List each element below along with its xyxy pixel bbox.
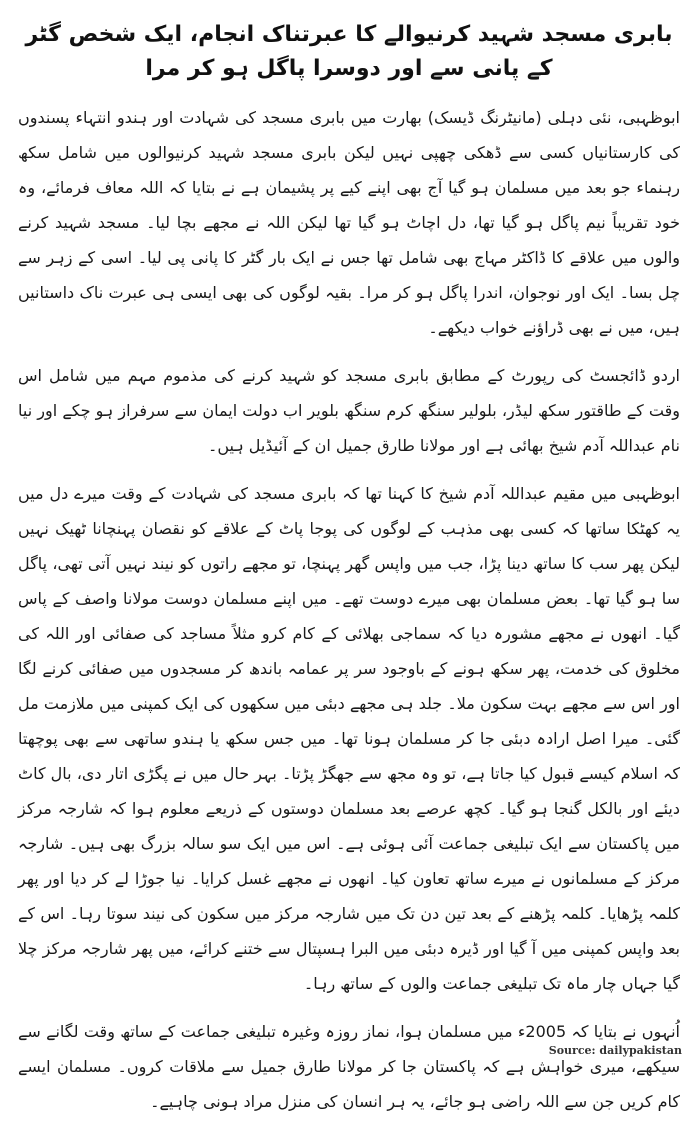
source-credit: Source: dailypakistan [548,1044,682,1057]
article-paragraph-3: ابوظہبی میں مقیم عبداللہ آدم شیخ کا کہنا تھا کہ بابری مسجد کی شہادت کے وقت میرے دل میں یہ کھٹکا ساتھا کہ کسی بھی مذہب کے لوگوں کی پوجا پاٹ کے علاقے کو نقصان پہنچانا ٹھیک نہیں لیکن پھر سب کا ساتھ دینا پڑا، جب میں واپس گھر پہنچا، تو مجھے راتوں کو نیند نہیں آتی تھی، پاگل سا ہو گیا تھا۔ بعض مسلمان بھی میرے دوست تھے۔ میں اپنے مسلمان دوست مولانا واصف کے پاس گیا۔ انھوں نے مجھے مشورہ دیا کہ سماجی بھلائی کے کام کرو مثلاً مساجد کی صفائی اور اللہ کی مخلوق کی خدمت، پھر سکھ ہونے کے باوجود سر پر عمامہ باندھ کر مسجدوں میں صفائی کرنے لگا اور اس سے مجھے بہت سکون ملا۔ جلد ہی مجھے دبئی میں سکھوں کی ایک کمپنی میں ملازمت مل گئی۔ میرا اصل ارادہ دبئی جا کر مسلمان ہونا تھا۔ میں جس سکھ یا ہندو ساتھی سے بھی پوچھتا کہ اسلام کیسے قبول کیا جاتا ہے، تو وہ مجھ سے جھگڑ پڑتا۔ بہر حال میں نے پگڑی اتار دی، بال کاٹ دیئے اور بالکل گنجا ہو گیا۔ کچھ عرصے بعد مسلمان دوستوں کے ذریعے معلوم ہوا کہ شارجہ مرکز میں پاکستان سے ایک تبلیغی جماعت آئی ہوئی ہے۔ اس میں ایک سو سالہ بزرگ بھی ہیں۔ شارجہ مرکز کے مسلمانوں نے میرے ساتھ تعاون کیا۔ انھوں نے مجھے غسل کرایا۔ نیا جوڑا لے کر دیا اور پھر کلمہ پڑھایا۔ کلمہ پڑھنے کے بعد تین دن تک میں شارجہ مرکز میں سکون کی نیند سوتا رہا۔ اس کے بعد واپس کمپنی میں آ گیا اور ڈیرہ دبئی میں البرا ہسپتال سے ختنے کرائے، میں پھر شارجہ مرکز چلا گیا جہاں چار ماہ تک تبلیغی جماعت والوں کے ساتھ رہا۔ [18,484,680,993]
article-paragraph-2: اردو ڈائجسٹ کی رپورٹ کے مطابق بابری مسجد کو شہید کرنے کی مذموم مہم میں شامل اس وقت کے طاقتور سکھ لیڈر، بلولیر سنگھ کرم سنگھ بلویر اب دولت ایمان سے سرفراز ہو چکے اور نیا نام عبداللہ آدم شیخ بھائی ہے اور مولانا طارق جمیل ان کے آئیڈیل ہیں۔ [18,366,680,455]
article [18,18,680,1132]
article-headline: بابری مسجد شہید کرنیوالے کا عبرتناک انجام، ایک شخص گٹر کے پانی سے اور دوسرا پاگل ہو کر مرا [25,22,673,81]
article-paragraph-4: اُنہوں نے بتایا کہ 2005ء میں مسلمان ہوا، نماز روزہ وغیرہ تبلیغی جماعت کے ساتھ وقت لگانے سے سیکھے، میری خواہش ہے کہ پاکستان جا کر مولانا طارق جمیل سے ملاقات کروں۔ مسلمان ایسے کام کریں جن سے اللہ راضی ہو جائے، یہ ہر انسان کی منزل مراد ہونی چاہیے۔ [18,1022,681,1111]
article-paragraph-1: ابوظہبی، نئی دہلی (مانیٹرنگ ڈیسک) بھارت میں بابری مسجد کی شہادت اور ہندو انتہاء پسندوں کی کارستانیاں کسی سے ڈھکی چھپی نہیں لیکن بابری مسجد شہید کرنیوالوں میں شامل سکھ رہنماء جو بعد میں مسلمان ہو گیا آج بھی اپنے کیے پر پشیمان ہے نے بتایا کہ اللہ معاف فرمائے، وہ خود تقریباً نیم پاگل ہو گیا تھا، دل اچاٹ ہو گیا تھا لیکن اللہ نے مجھے بچا لیا۔ مسجد شہید کرنے والوں میں علاقے کا ڈاکٹر مہاج بھی شامل تھا جس نے ایک بار گٹر کا پانی پی لیا۔ اسی کے زہر سے چل بسا۔ ایک اور نوجوان، اندرا پاگل ہو کر مرا۔ بقیہ لوگوں کی بھی ایسی ہی عبرت ناک داستانیں ہیں، میں نے بھی ڈراؤنے خواب دیکھے۔ [18,108,680,337]
